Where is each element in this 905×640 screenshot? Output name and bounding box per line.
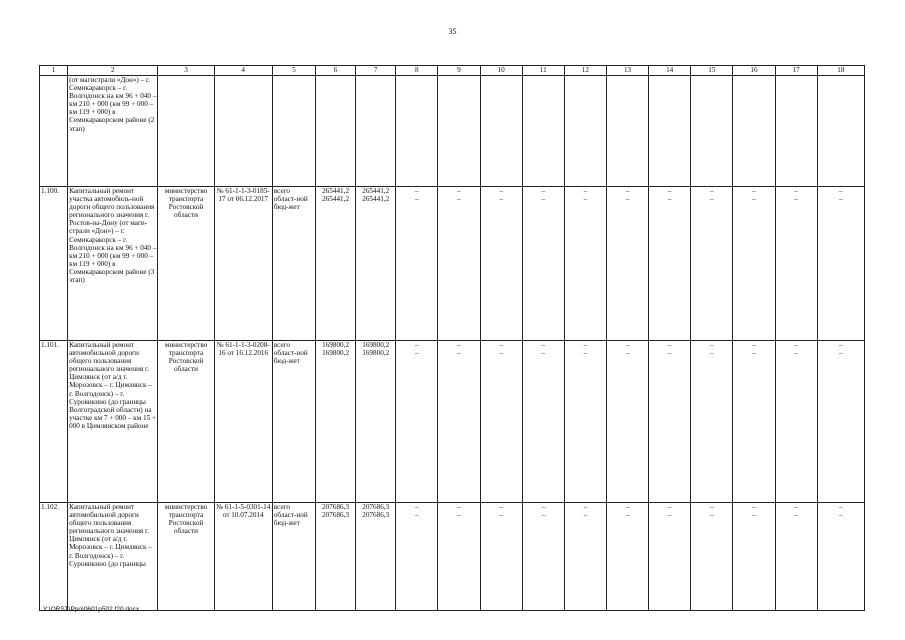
dash-cell: – –: [775, 503, 817, 611]
object-name: Капитальный ремонт участка автомобиль-ной дороги общего пользования регионального значения г. Ростов-на-Дону (от маги-страли «Дон») – г. Семикаракорск – г. Волгодонск на км 96 + 040 – км 210 + 000 (км 99 + 000 – км 119 + 000) в Семикаракорском районе (3 этап): [68, 187, 158, 341]
source-budget: област-ной бюд-жет: [273, 349, 308, 366]
dash-cell: – –: [606, 187, 648, 341]
col-header: 1: [40, 66, 68, 76]
budget-table-wrapper: [39, 65, 865, 611]
value-total: 265441,2: [362, 187, 390, 195]
source-total: всего: [273, 503, 291, 511]
dash-cell: – –: [775, 341, 817, 503]
dash-cell: – –: [691, 341, 733, 503]
value-budget: 207686,3: [322, 511, 350, 519]
dash-cell: – –: [480, 503, 522, 611]
dash-cell: – –: [733, 503, 775, 611]
col-header: 4: [214, 66, 272, 76]
customer: министерство транспорта Ростовской области: [158, 503, 214, 611]
col-header: 3: [158, 66, 214, 76]
value-total: 169800,2: [362, 341, 390, 349]
col6-values: [315, 503, 355, 611]
value-total: 207686,3: [362, 503, 390, 511]
dash-cell: – –: [438, 503, 480, 611]
document-number: № 61-1-5-0301-14 от 10.07.2014: [214, 503, 272, 611]
dash-cell: – –: [606, 341, 648, 503]
col7-values: [356, 341, 396, 503]
dash-cell: – –: [649, 187, 691, 341]
customer: министерство транспорта Ростовской области: [158, 187, 214, 341]
dash-cell: – –: [775, 187, 817, 341]
col-header: 13: [606, 66, 648, 76]
col-header: 11: [522, 66, 564, 76]
dash-cell: – –: [691, 503, 733, 611]
dash-cell: – –: [817, 341, 864, 503]
funding-source: [272, 341, 315, 503]
dash-cell: – –: [396, 503, 438, 611]
col7-values: [356, 503, 396, 611]
dash-cell: – –: [564, 341, 606, 503]
value-budget: 265441,2: [322, 195, 350, 203]
table-row: [40, 187, 865, 341]
dash-cell: – –: [733, 187, 775, 341]
dash-cell: – –: [438, 341, 480, 503]
object-name: Капитальный ремонт автомобильной дороги общего пользования регионального значения г. Цимлянск (от а/д г. Морозовск – г. Цимлянск – г. Волгодонск) – г. Суровикино (до границы: [68, 503, 158, 611]
source-budget: област-ной бюд-жет: [273, 195, 308, 212]
col-header: 5: [272, 66, 315, 76]
col-header: 6: [315, 66, 355, 76]
dash-cell: – –: [649, 503, 691, 611]
col-header: 7: [356, 66, 396, 76]
document-number: № 61-1-1-3-0208-16 от 16.12.2016: [214, 341, 272, 503]
source-budget: област-ной бюд-жет: [273, 511, 308, 528]
value-budget: 169800,2: [322, 349, 350, 357]
value-budget: 207686,3: [362, 511, 390, 519]
table-row: [40, 503, 865, 611]
col6-values: [315, 187, 355, 341]
value-total: 265441,2: [322, 187, 350, 195]
col-header: 10: [480, 66, 522, 76]
col-header: 2: [68, 66, 158, 76]
dash-cell: – –: [649, 341, 691, 503]
source-total: всего: [273, 341, 291, 349]
dash-cell: – –: [396, 341, 438, 503]
col-header: 17: [775, 66, 817, 76]
page-number: 35: [448, 27, 457, 36]
dash-cell: – –: [817, 187, 864, 341]
object-name: (от магистрали «Дон») – г. Семикаракорск – г. Волгодонск на км 96 + 040 – км 210 + 000 (км 99 + 000 – км 119 + 000) в Семикаракорском районе (2 этап): [68, 76, 158, 187]
row-number: 1.102.: [40, 503, 68, 611]
funding-source: [272, 503, 315, 611]
value-budget: 265441,2: [362, 195, 390, 203]
customer: министерство транспорта Ростовской области: [158, 341, 214, 503]
col6-values: [315, 341, 355, 503]
col-header: 8: [396, 66, 438, 76]
value-budget: 169800,2: [362, 349, 390, 357]
object-name: Капитальный ремонт автомобильной дороги общего пользования регионального значения г. Цимлянск (от а/д г. Морозовск – г. Цимлянск – г. Волгодонск) – г. Суровикино (до границы Волгоградской области) на участке км 7 + 000 – км 15 + 000 в Цимлянском районе: [68, 341, 158, 503]
dash-cell: – –: [522, 341, 564, 503]
dash-cell: – –: [522, 187, 564, 341]
col-header: 12: [564, 66, 606, 76]
column-number-header: [40, 66, 865, 76]
row-number: 1.100.: [40, 187, 68, 341]
dash-cell: – –: [480, 187, 522, 341]
value-total: 207686,3: [322, 503, 350, 511]
dash-cell: – –: [733, 341, 775, 503]
dash-cell: – –: [817, 503, 864, 611]
dash-cell: – –: [438, 187, 480, 341]
dash-cell: – –: [396, 187, 438, 341]
col-header: 16: [733, 66, 775, 76]
source-total: всего: [273, 187, 291, 195]
funding-source: [272, 187, 315, 341]
value-total: 169800,2: [322, 341, 350, 349]
budget-table: [39, 65, 865, 611]
footer-file-path: Y:\ORST\Ppo\0601p502.f20.docx: [43, 606, 140, 613]
col-header: 18: [817, 66, 864, 76]
dash-cell: – –: [564, 187, 606, 341]
col-header: 9: [438, 66, 480, 76]
table-row-continuation: [40, 76, 865, 187]
dash-cell: – –: [564, 503, 606, 611]
dash-cell: – –: [606, 503, 648, 611]
col-header: 15: [691, 66, 733, 76]
document-number: № 61-1-1-3-0185-17 от 06.12.2017: [214, 187, 272, 341]
dash-cell: – –: [691, 187, 733, 341]
col-header: 14: [649, 66, 691, 76]
table-row: [40, 341, 865, 503]
dash-cell: – –: [522, 503, 564, 611]
dash-cell: – –: [480, 341, 522, 503]
row-number: 1.101.: [40, 341, 68, 503]
col7-values: [356, 187, 396, 341]
